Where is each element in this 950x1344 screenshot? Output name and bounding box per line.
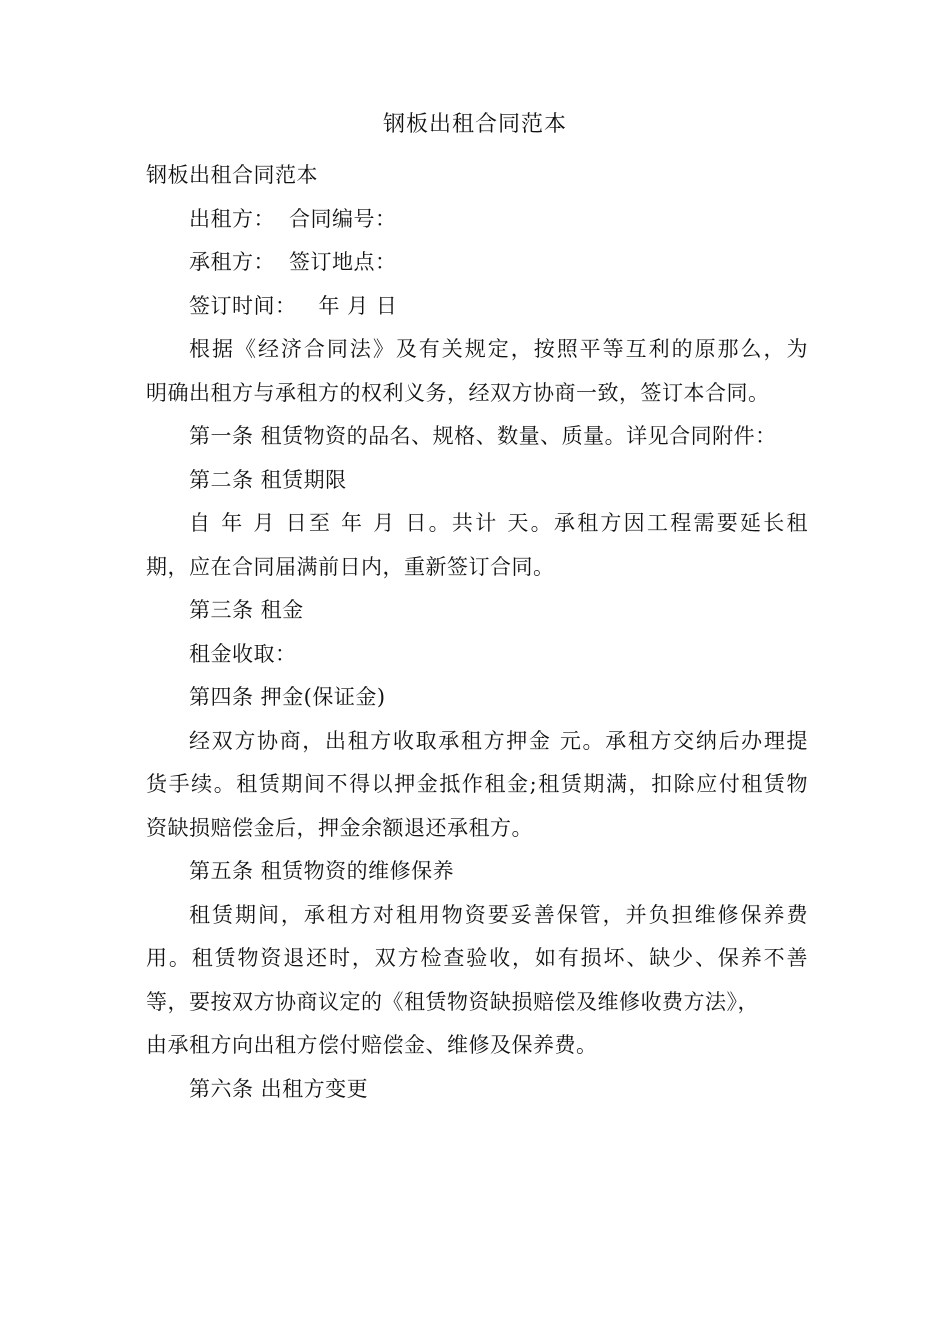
document-subtitle: 钢板出租合同范本: [146, 163, 318, 187]
article-5-line-3: 等，要按双方协商议定的《租赁物资缺损赔偿及维修收费方法》，: [146, 989, 759, 1014]
article-4-line-2: 货手续。租赁期间不得以押金抵作租金;租赁期满，扣除应付租赁物: [146, 772, 808, 796]
sign-time-value: 年 月 日: [318, 293, 398, 318]
document-body: [146, 154, 808, 1111]
article-2-line-1: 自 年 月 日至 年 月 日。共计 天。承租方因工程需要延长租: [189, 511, 808, 535]
article-4-title: 第四条 押金(保证金): [189, 685, 386, 709]
article-2-line-2: 期，应在合同届满前日内，重新签订合同。: [146, 554, 555, 579]
article-5-line-4: 由承租方向出租方偿付赔偿金、维修及保养费。: [146, 1033, 598, 1057]
article-5-line-2: 用。租赁物资退还时，双方检查验收，如有损坏、缺少、保养不善: [146, 946, 808, 970]
contract-no-label: 合同编号：: [289, 206, 397, 231]
article-5-title: 第五条 租赁物资的维修保养: [189, 859, 455, 883]
article-3-title: 第三条 租金: [189, 598, 304, 622]
article-1: 第一条 租赁物资的品名、规格、数量、质量。详见合同附件：: [189, 424, 777, 448]
lessor-row: [146, 198, 808, 242]
article-5-line-1: 租赁期间，承租方对租用物资要妥善保管，并负担维修保养费: [189, 902, 808, 927]
article-4-line-1: 经双方协商，出租方收取承租方押金 元。承租方交纳后办理提: [189, 728, 808, 753]
sign-place-label: 签订地点：: [289, 250, 397, 274]
preamble-line-2: 明确出租方与承租方的权利义务，经双方协商一致，签订本合同。: [146, 380, 770, 405]
lessee-label: 承租方：: [189, 250, 275, 274]
article-2-title: 第二条 租赁期限: [189, 467, 347, 492]
article-6-title: 第六条 出租方变更: [189, 1076, 369, 1101]
sign-time-row: [146, 285, 808, 329]
lessor-label: 出租方：: [189, 206, 275, 231]
lessee-row: [146, 241, 808, 285]
article-4-line-3: 资缺损赔偿金后，押金余额退还承租方。: [146, 815, 533, 840]
document-title: 钢板出租合同范本: [382, 112, 567, 137]
sign-time-label: 签订时间：: [189, 293, 297, 318]
preamble-line-1: 根据《经济合同法》及有关规定，按照平等互利的原那么，为: [189, 337, 808, 361]
article-3-body: 租金收取：: [189, 641, 297, 666]
